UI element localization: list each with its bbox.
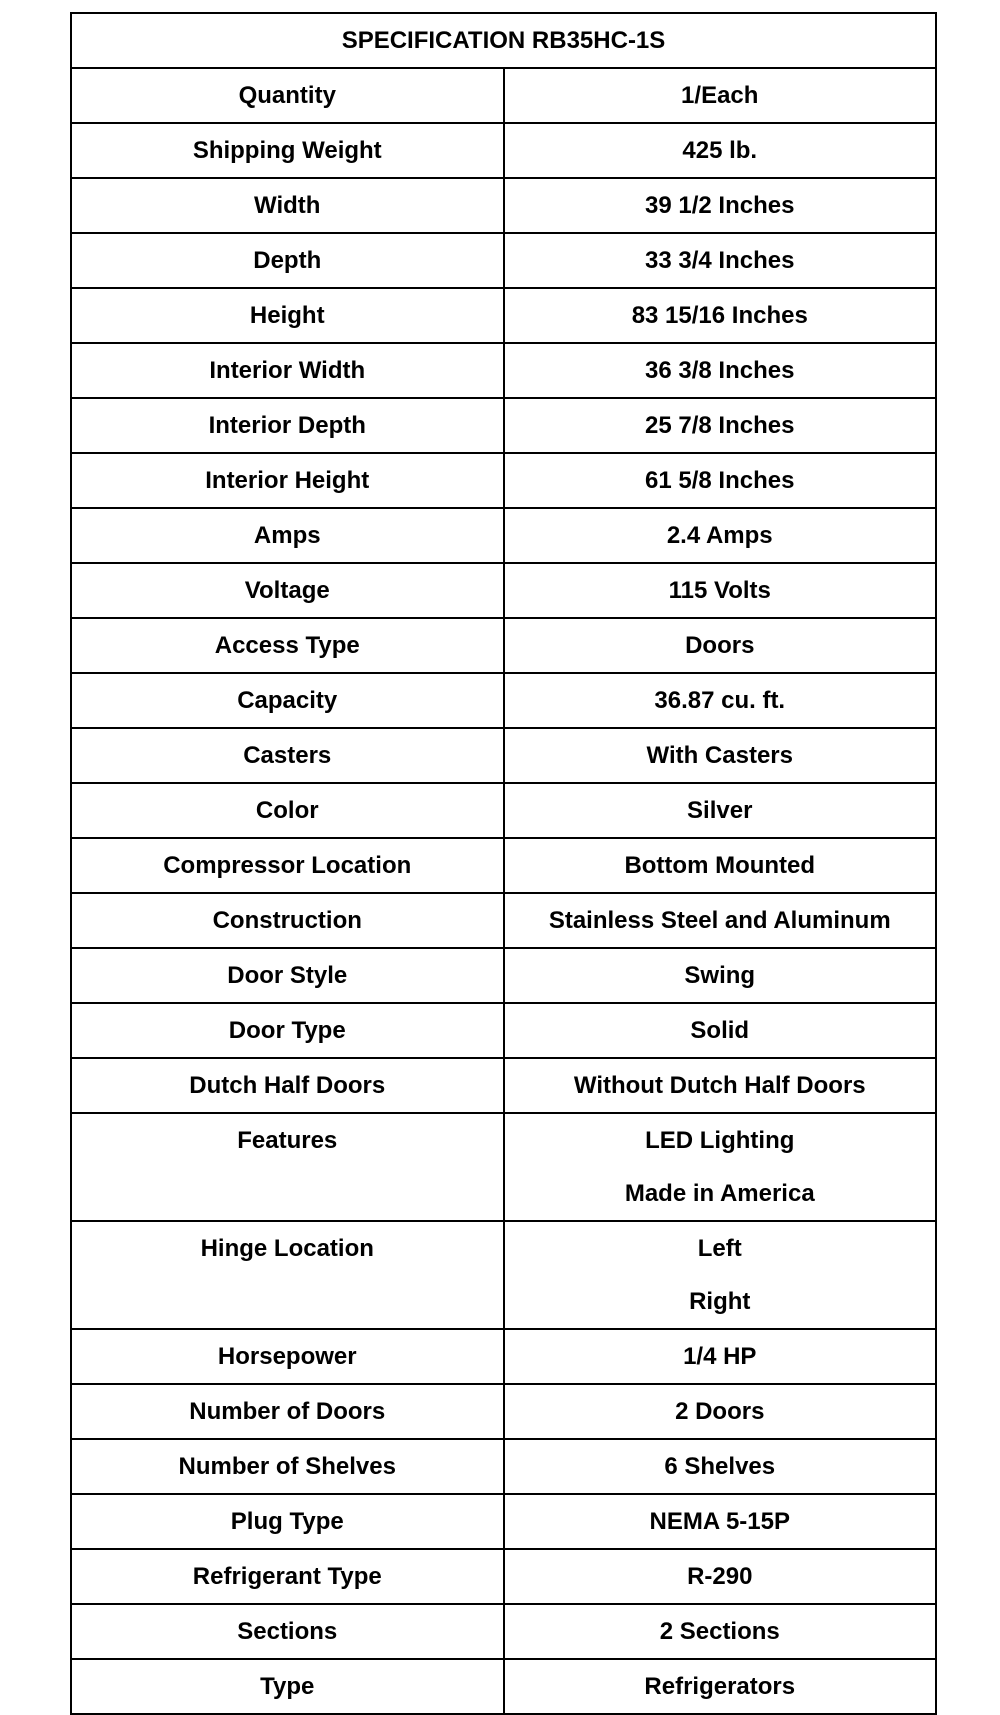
spec-label-cell bbox=[71, 838, 504, 893]
spec-value-cell bbox=[504, 728, 937, 783]
spec-value-cell bbox=[504, 1058, 937, 1113]
spec-value-cell bbox=[504, 508, 937, 563]
spec-label: Interior Height bbox=[205, 467, 370, 494]
spec-value-cell bbox=[504, 1329, 937, 1384]
spec-value-cell bbox=[504, 1003, 937, 1058]
table-header-row bbox=[71, 13, 936, 68]
spec-value: Doors bbox=[685, 632, 755, 659]
spec-value-cell bbox=[504, 1604, 937, 1659]
spec-label: Number of Doors bbox=[189, 1398, 386, 1425]
spec-value: 36.87 cu. ft. bbox=[654, 687, 786, 714]
spec-value: Right bbox=[689, 1288, 751, 1315]
spec-label: Interior Width bbox=[209, 357, 366, 384]
table-row bbox=[71, 178, 936, 233]
spec-label-cell bbox=[71, 398, 504, 453]
table-row bbox=[71, 1384, 936, 1439]
spec-label: Casters bbox=[243, 742, 332, 769]
spec-label-cell bbox=[71, 453, 504, 508]
spec-label: Plug Type bbox=[230, 1508, 344, 1535]
spec-label: Shipping Weight bbox=[192, 137, 382, 164]
spec-value: Solid bbox=[690, 1017, 750, 1044]
table-row bbox=[71, 673, 936, 728]
spec-label: Horsepower bbox=[217, 1343, 357, 1370]
spec-label: Color bbox=[255, 797, 319, 824]
spec-value: R-290 bbox=[687, 1563, 753, 1590]
spec-label: Number of Shelves bbox=[178, 1453, 396, 1480]
table-row bbox=[71, 1003, 936, 1058]
spec-value: 2 Doors bbox=[675, 1398, 765, 1425]
spec-label-cell bbox=[71, 1058, 504, 1113]
spec-label-cell bbox=[71, 1113, 504, 1221]
spec-label: Quantity bbox=[238, 82, 336, 109]
spec-value-cell bbox=[504, 1221, 937, 1329]
spec-label-cell bbox=[71, 288, 504, 343]
table-row bbox=[71, 398, 936, 453]
spec-label: Voltage bbox=[244, 577, 330, 604]
spec-label-cell bbox=[71, 893, 504, 948]
spec-value: 115 Volts bbox=[668, 577, 771, 604]
spec-value-cell bbox=[504, 68, 937, 123]
spec-label: Door Style bbox=[227, 962, 348, 989]
table-row bbox=[71, 893, 936, 948]
table-row bbox=[71, 123, 936, 178]
table-row bbox=[71, 68, 936, 123]
spec-value-cell bbox=[504, 288, 937, 343]
spec-value-cell bbox=[504, 838, 937, 893]
table-title: SPECIFICATION RB35HC-1S bbox=[71, 13, 936, 68]
spec-label-cell bbox=[71, 1384, 504, 1439]
spec-value: 33 3/4 Inches bbox=[645, 247, 795, 274]
spec-value: Stainless Steel and Aluminum bbox=[548, 907, 891, 934]
spec-label-cell bbox=[71, 673, 504, 728]
table-row bbox=[71, 783, 936, 838]
spec-label-cell bbox=[71, 618, 504, 673]
spec-value-cell bbox=[504, 1549, 937, 1604]
spec-label: Sections bbox=[237, 1618, 338, 1645]
table-row bbox=[71, 1494, 936, 1549]
spec-value-cell bbox=[504, 343, 937, 398]
spec-label-cell bbox=[71, 508, 504, 563]
table-row bbox=[71, 1604, 936, 1659]
spec-value-cell bbox=[504, 1494, 937, 1549]
spec-label: Features bbox=[237, 1127, 338, 1154]
spec-label-cell bbox=[71, 233, 504, 288]
spec-value-cell bbox=[504, 948, 937, 1003]
spec-label: Interior Depth bbox=[208, 412, 366, 439]
table-row bbox=[71, 563, 936, 618]
spec-value-cell bbox=[504, 893, 937, 948]
spec-value: 2 Sections bbox=[659, 1618, 780, 1645]
spec-label-cell bbox=[71, 1003, 504, 1058]
spec-value: 425 lb. bbox=[682, 137, 758, 164]
spec-value-cell bbox=[504, 1384, 937, 1439]
spec-label: Height bbox=[249, 302, 325, 329]
spec-value-cell bbox=[504, 1439, 937, 1494]
table-body bbox=[71, 68, 936, 1714]
spec-value-cell bbox=[504, 618, 937, 673]
spec-label: Capacity bbox=[237, 687, 338, 714]
spec-label: Refrigerant Type bbox=[192, 1563, 382, 1590]
spec-label: Type bbox=[260, 1673, 315, 1700]
spec-label: Dutch Half Doors bbox=[189, 1072, 386, 1099]
spec-value: 25 7/8 Inches bbox=[645, 412, 795, 439]
spec-label-cell bbox=[71, 343, 504, 398]
spec-value-cell bbox=[504, 453, 937, 508]
spec-value-cell bbox=[504, 783, 937, 838]
spec-value: 36 3/8 Inches bbox=[645, 357, 795, 384]
spec-label-cell bbox=[71, 563, 504, 618]
spec-label-cell bbox=[71, 1494, 504, 1549]
spec-value: Refrigerators bbox=[644, 1673, 796, 1700]
spec-value: NEMA 5-15P bbox=[649, 1508, 790, 1535]
table-row bbox=[71, 1549, 936, 1604]
spec-value: Without Dutch Half Doors bbox=[573, 1072, 866, 1099]
spec-label-cell bbox=[71, 68, 504, 123]
table-row bbox=[71, 948, 936, 1003]
spec-value: 6 Shelves bbox=[664, 1453, 776, 1480]
spec-label-cell bbox=[71, 123, 504, 178]
specification-table bbox=[70, 12, 937, 1715]
table-row bbox=[71, 1439, 936, 1494]
table-row bbox=[71, 453, 936, 508]
table-row bbox=[71, 288, 936, 343]
spec-label: Amps bbox=[253, 522, 321, 549]
spec-label-cell bbox=[71, 728, 504, 783]
spec-value-cell bbox=[504, 233, 937, 288]
spec-value-cell bbox=[504, 178, 937, 233]
spec-value: 1/Each bbox=[681, 82, 759, 109]
spec-label: Door Type bbox=[228, 1017, 346, 1044]
table-row bbox=[71, 1329, 936, 1384]
spec-label-cell bbox=[71, 1659, 504, 1714]
spec-label-cell bbox=[71, 1221, 504, 1329]
spec-value: 83 15/16 Inches bbox=[631, 302, 808, 329]
spec-label: Access Type bbox=[214, 632, 360, 659]
spec-value-cell bbox=[504, 563, 937, 618]
table-row bbox=[71, 728, 936, 783]
spec-value-cell bbox=[504, 123, 937, 178]
table-row bbox=[71, 1659, 936, 1714]
spec-label-cell bbox=[71, 1439, 504, 1494]
spec-value-cell bbox=[504, 673, 937, 728]
spec-value: Bottom Mounted bbox=[624, 852, 816, 879]
table-row bbox=[71, 343, 936, 398]
spec-value: 1/4 HP bbox=[683, 1343, 757, 1370]
spec-value: 39 1/2 Inches bbox=[645, 192, 795, 219]
spec-value: With Casters bbox=[646, 742, 793, 769]
spec-value: Made in America bbox=[624, 1180, 815, 1207]
spec-value: 61 5/8 Inches bbox=[645, 467, 795, 494]
table-row bbox=[71, 508, 936, 563]
spec-value-cell bbox=[504, 398, 937, 453]
spec-label: Compressor Location bbox=[163, 852, 412, 879]
spec-label-cell bbox=[71, 1329, 504, 1384]
spec-label-cell bbox=[71, 178, 504, 233]
spec-label-cell bbox=[71, 783, 504, 838]
table-row bbox=[71, 1221, 936, 1329]
table-row bbox=[71, 233, 936, 288]
spec-label-cell bbox=[71, 1549, 504, 1604]
spec-label: Width bbox=[254, 192, 321, 219]
spec-value: Swing bbox=[684, 962, 756, 989]
spec-label-cell bbox=[71, 948, 504, 1003]
spec-label: Construction bbox=[212, 907, 362, 934]
spec-value: LED Lighting bbox=[645, 1127, 795, 1154]
table-row bbox=[71, 618, 936, 673]
spec-value-cell bbox=[504, 1113, 937, 1221]
spec-value: 2.4 Amps bbox=[666, 522, 773, 549]
table-row bbox=[71, 1058, 936, 1113]
spec-value-cell bbox=[504, 1659, 937, 1714]
spec-label: Hinge Location bbox=[200, 1235, 374, 1262]
spec-label: Depth bbox=[253, 247, 322, 274]
spec-value: Silver bbox=[687, 797, 753, 824]
spec-label-cell bbox=[71, 1604, 504, 1659]
spec-value: Left bbox=[697, 1235, 742, 1262]
table-row bbox=[71, 838, 936, 893]
table-row bbox=[71, 1113, 936, 1221]
